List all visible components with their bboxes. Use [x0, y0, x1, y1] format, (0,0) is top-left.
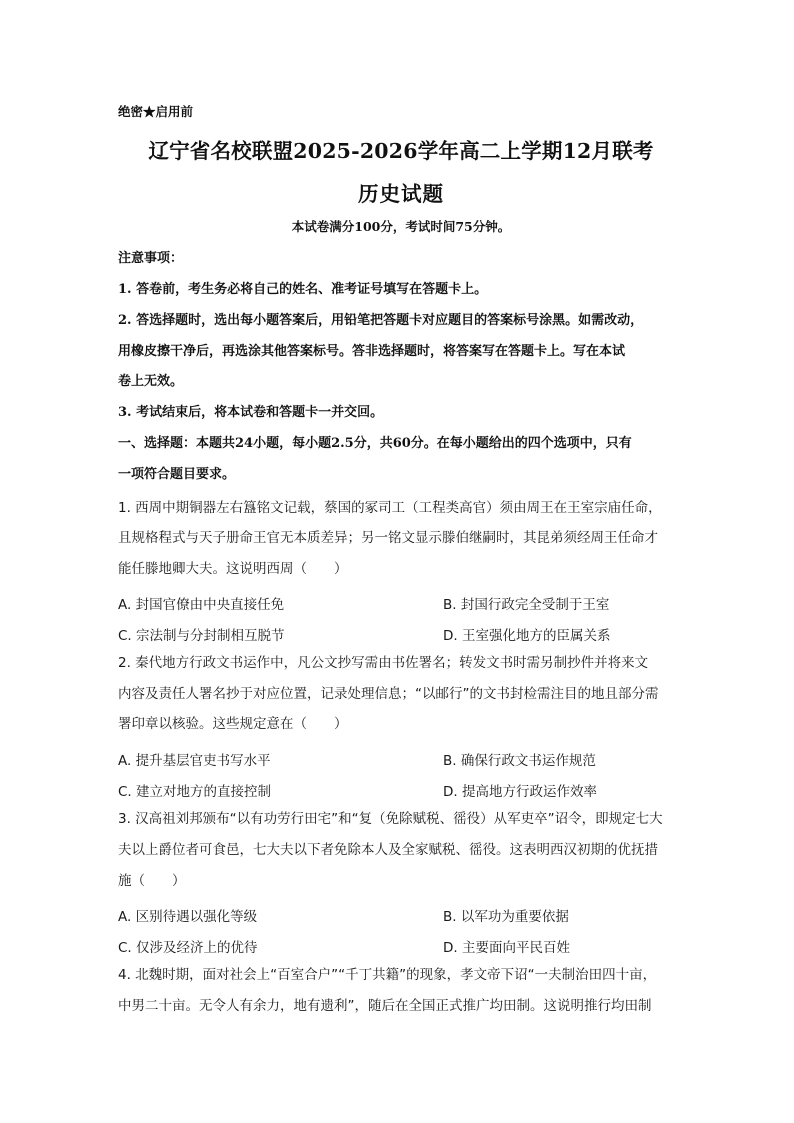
- notes-heading: 注意事项：: [118, 251, 184, 266]
- note-line: 2. 答选择题时，选出每小题答案后，用铅笔把答题卡对应题目的答案标号涂黑。如需改动，: [118, 313, 644, 328]
- question-3-line: 3. 汉高祖刘邦颁布“以有功劳行田宅”和“复（免除赋税、徭役）从军吏卒”诏令，即规定七大: [118, 811, 663, 827]
- question-3-option-d: D. 主要面向平民百姓: [443, 940, 570, 956]
- exam-title: 辽宁省名校联盟2025-2026学年高二上学期12月联考: [148, 139, 654, 163]
- exam-info: 本试卷满分100分，考试时间75分钟。: [291, 219, 511, 234]
- question-2-option-d: D. 提高地方行政运作效率: [443, 784, 597, 800]
- question-1-line: 且规格程式与天子册命王官无本质差异；另一铭文显示滕伯继嗣时，其昆弟须经周王任命才: [118, 530, 658, 546]
- question-2-option-a: A. 提升基层官吏书写水平: [118, 753, 271, 769]
- question-3-line: 施（ ）: [118, 873, 186, 889]
- section-heading-cont: 一项符合题目要求。: [118, 467, 236, 482]
- question-2-option-b: B. 确保行政文书运作规范: [443, 753, 596, 769]
- note-line: 3. 考试结束后，将本试卷和答题卡一并交回。: [118, 405, 384, 420]
- question-2-line: 2. 秦代地方行政文书运作中，凡公文抄写需由书佐署名；转发文书时需另制抄件并将来文: [118, 655, 649, 671]
- question-1-line: 能任滕地卿大夫。这说明西周（ ）: [118, 561, 348, 577]
- secret-label: 绝密★启用前: [118, 104, 194, 119]
- question-1-option-b: B. 封国行政完全受制于王室: [443, 597, 610, 613]
- subject-title: 历史试题: [358, 182, 444, 206]
- question-2-option-c: C. 建立对地方的直接控制: [118, 784, 272, 800]
- question-3-option-b: B. 以军功为重要依据: [443, 909, 569, 925]
- question-3-option-c: C. 仅涉及经济上的优待: [118, 940, 258, 956]
- question-1-option-a: A. 封国官僚由中央直接任免: [118, 597, 285, 613]
- note-line: 卷上无效。: [118, 374, 184, 389]
- question-4-line: 中男二十亩。无令人有余力，地有遗利”，随后在全国正式推广均田制。这说明推行均田制: [118, 998, 652, 1014]
- question-1-option-d: D. 王室强化地方的臣属关系: [443, 628, 611, 644]
- question-1-option-c: C. 宗法制与分封制相互脱节: [118, 628, 285, 644]
- question-3-option-a: A. 区别待遇以强化等级: [118, 909, 258, 925]
- note-line: 用橡皮擦干净后，再选涂其他答案标号。答非选择题时，将答案写在答题卡上。写在本试: [118, 344, 626, 359]
- question-2-line: 内容及责任人署名抄于对应位置，记录处理信息；“以邮行”的文书封检需注目的地且部分需: [118, 686, 659, 702]
- question-4-line: 4. 北魏时期，面对社会上“百室合户”“千丁共籍”的现象，孝文帝下诏“一夫制治田四十亩，: [118, 967, 657, 983]
- question-2-line: 署印章以核验。这些规定意在（ ）: [118, 716, 348, 732]
- section-heading: 一、选择题：本题共24小题，每小题2.5分，共60分。在每小题给出的四个选项中，只有: [118, 436, 632, 451]
- question-1-line: 1. 西周中期铜器左右簋铭文记载，蔡国的冢司工（工程类高官）须由周王在王室宗庙任命，: [118, 500, 662, 516]
- note-line: 1. 答卷前，考生务必将自己的姓名、准考证号填写在答题卡上。: [118, 282, 488, 297]
- question-3-line: 夫以上爵位者可食邑，七大夫以下者免除本人及全家赋税、徭役。这表明西汉初期的优抚措: [118, 842, 658, 858]
